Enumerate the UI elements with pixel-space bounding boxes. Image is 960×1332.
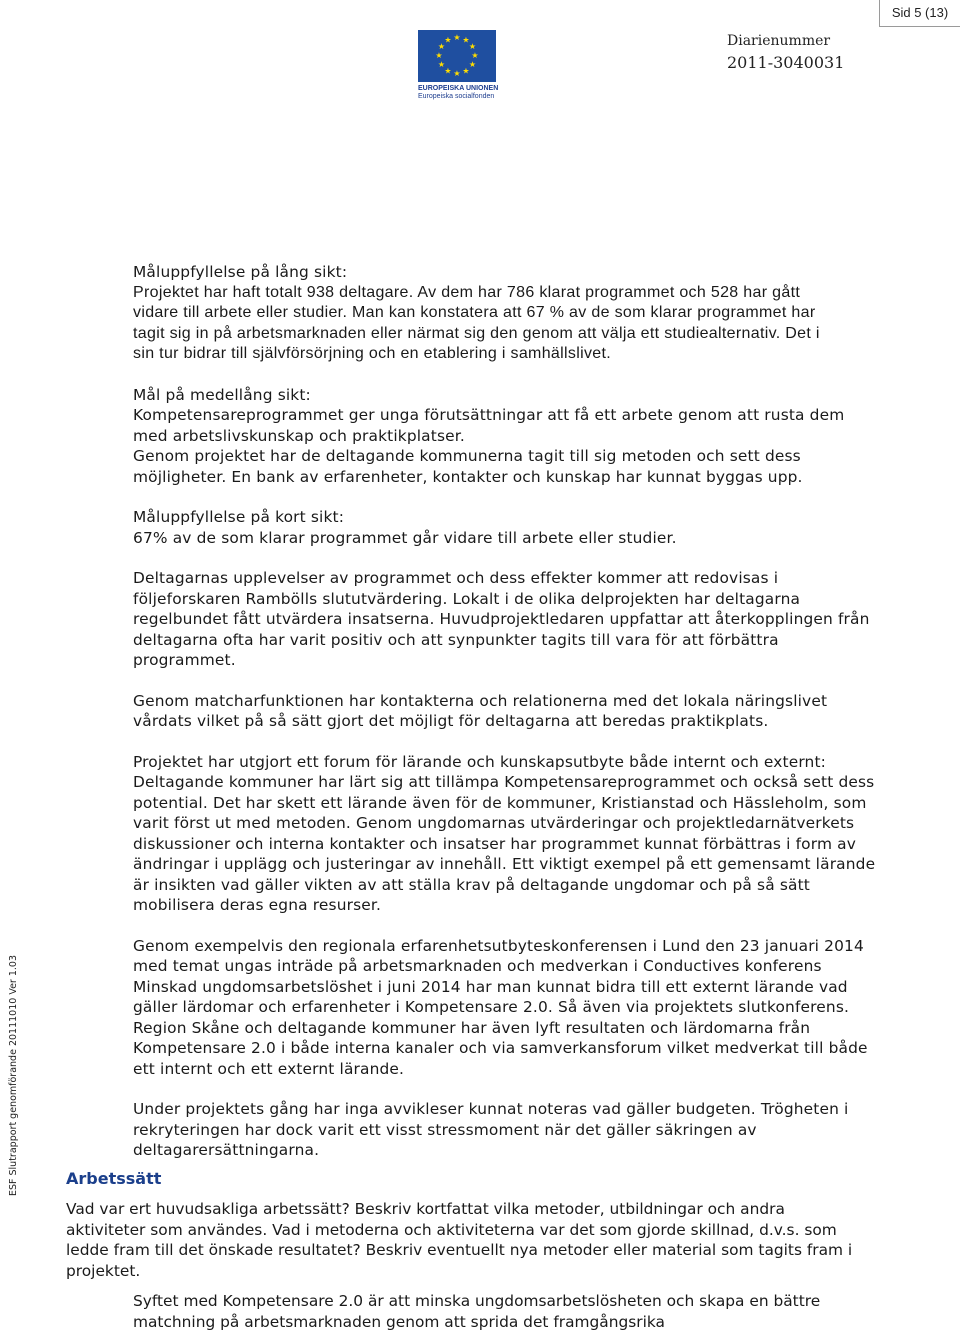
section-question xyxy=(66,1199,946,1281)
eu-logo xyxy=(418,30,498,101)
section-answer xyxy=(133,1291,945,1332)
svg-text:★: ★ xyxy=(471,51,479,60)
svg-text:★: ★ xyxy=(437,42,446,51)
paragraph-external-learning: Genom exempelvis den regionala erfarenhetsutbyteskonferensen i Lund den 23 januari 2014 med temat ungas inträde på arbetsmarknaden och medverkan i Conductives konferens Minskad ungdomsarbetslöshet i juni 2014 har man kunnat bidra till ett externt lärande vad gäller lärdomar och erfarenheter i Kompetensare 2.0. Så även via projektets slutkonferens. Region Skåne och deltagande kommuner har även lyft resultaten och lärdomarna från Kompetensare 2.0 i både interna kanaler och via samverkansforum vilket medverkat till både ett internt och ett externt lärande. xyxy=(133,936,868,1078)
svg-text:★: ★ xyxy=(435,51,443,60)
paragraph-budget: Under projektets gång har inga avvikleser kunnat noteras vad gäller budgeten. Trögheten i rekryteringen har dock varit ett visst stressmoment när det gäller säkringen av deltagarersättningarna. xyxy=(133,1100,849,1159)
page-number: Sid 5 (13) xyxy=(879,0,960,27)
paragraph-mediumterm: Mål på medellång sikt: Kompetensareprogrammet ger unga förutsättningar att få ett arbete genom att rusta dem med arbetslivskunskap och praktikplatser. Genom projektet har de deltagande kommunerna tagit till sig metoden och sett dess möjligheter. En bank av erfarenheter, kontakter och kunskap har kunnat byggas upp. xyxy=(133,385,845,486)
diarie-label: Diarienummer xyxy=(727,33,831,49)
svg-text:★: ★ xyxy=(437,60,446,69)
svg-text:★: ★ xyxy=(453,69,461,78)
svg-text:★: ★ xyxy=(468,42,477,51)
logo-line-esf: Europeiska socialfonden xyxy=(418,93,495,100)
paragraph-matching: Genom matcharfunktionen har kontakterna och relationerna med det lokala näringslivet vårdats vilket på så sätt gjort det möjligt för deltagarna att beredas praktikplats. xyxy=(133,691,828,730)
svg-text:★: ★ xyxy=(462,35,470,45)
svg-text:★: ★ xyxy=(462,66,470,76)
paragraph-learning-forum: Projektet har utgjort ett forum för lärande och kunskapsutbyte både internt och externt: Deltagande kommuner har lärt sig att tillämpa Kompetensareprogrammet och också sett dess potential. Det har skett ett lärande även för de kommuner, Kristianstad och Hässleholm, som varit först ut med metoden. Genom ungdomarnas utvärderingar och projektledarnätverkets diskussioner och interna kontakter och insatser har programmet kunnat förbättras i form av ändringar i upplägg och justeringar av innehåll. Ett viktigt exempel på ett gemensamt lärande är insikten vad gäller vikten av att ställa krav på deltagande ungdomar och på så sätt mobilisera deras egna resurser. xyxy=(133,752,876,914)
svg-text:★: ★ xyxy=(468,60,477,69)
section-heading: Arbetssätt xyxy=(66,1169,162,1188)
svg-text:★: ★ xyxy=(444,35,452,45)
svg-text:★: ★ xyxy=(444,66,452,76)
side-version-text: ESF Slutrapport genomförande 20111010 Ver 1.03 xyxy=(8,954,19,1196)
diarie-block xyxy=(727,32,844,74)
paragraph-shortterm: Måluppfyllelse på kort sikt: 67% av de som klarar programmet går vidare till arbete eller studier. xyxy=(133,508,677,547)
question-text: Vad var ert huvudsakliga arbetssätt? Beskriv kortfattat vilka metoder, utbildningar och andra aktiviteter som användes. Vad i metoderna och aktiviteterna var det som gjorde skillnad, d.v.s. som ledde fram till det önskade resultatet? Beskriv eventuellt nya metoder eller material som tagits fram i projektet. xyxy=(66,1200,853,1280)
eu-flag-icon xyxy=(418,30,496,82)
diarie-number: 2011-3040031 xyxy=(727,53,845,72)
paragraph-participant-experience: Deltagarnas upplevelser av programmet och dess effekter kommer att redovisas i följeforskaren Rambölls slututvärdering. Lokalt i de olika delprojekten har deltagarna regelbundet fått utvärdera insatserna. Huvudprojektledaren uppfattar att återkopplingen från deltagarna ofta har varit positiv och att synpunkter tagits till vara för att förbättra programmet. xyxy=(133,569,870,669)
logo-line-eu: EUROPEISKA UNIONEN xyxy=(418,85,499,92)
svg-text:★: ★ xyxy=(453,33,461,42)
answer-text: Syftet med Kompetensare 2.0 är att minska ungdomsarbetslösheten och skapa en bättre matchning på arbetsmarknaden genom att sprida det framgångsrika xyxy=(133,1292,821,1331)
paragraph-longterm-result: Projektet har haft totalt 938 deltagare. Av dem har 786 klarat programmet och 528 har gått vidare till arbete eller studier. Man kan konstatera att 67 % av de som klarar programmet har tagit sig in på arbetsmarknaden eller närmat sig den genom att välja ett studiealternativ. Det i sin tur bidrar till självförsörjning och en etablering i samhällslivet. xyxy=(133,283,820,362)
paragraph-longterm-heading: Måluppfyllelse på lång sikt: xyxy=(133,263,348,281)
report-body xyxy=(133,262,945,1161)
